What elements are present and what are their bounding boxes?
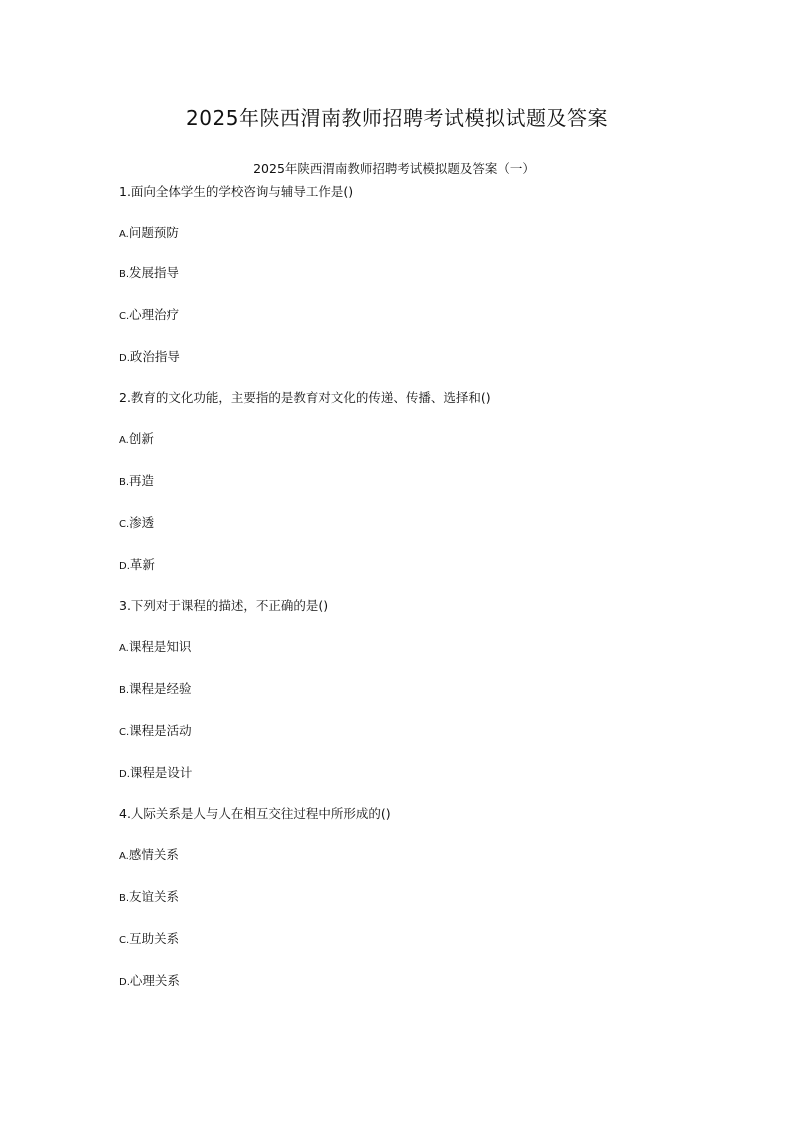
option-letter: C. [119,311,130,322]
document-title: 2025年陕西渭南教师招聘考试模拟试题及答案 [186,106,608,130]
option-text: 发展指导 [129,265,180,280]
option-letter: B. [119,269,130,280]
question-2-option-d [119,556,155,576]
option-text: 心理关系 [129,973,180,988]
document-subtitle: 2025年陕西渭南教师招聘考试模拟题及答案（一） [253,161,535,176]
option-text: 再造 [129,473,155,488]
question-3-option-a [119,638,191,658]
question-4-option-b [119,888,179,908]
option-letter: B. [119,477,130,488]
option-text: 友谊关系 [129,889,180,904]
option-letter: D. [119,561,130,572]
option-text: 创新 [128,431,154,446]
question-2-stem: 2.教育的文化功能，主要指的是教育对文化的传递、传播、选择和() [119,390,491,405]
question-4-option-a [119,846,179,866]
option-letter: B. [119,685,130,696]
option-text: 课程是设计 [129,765,193,780]
option-letter: B. [119,893,130,904]
question-4-option-d [119,972,180,992]
option-text: 互助关系 [129,931,180,946]
option-letter: C. [119,727,130,738]
option-letter: C. [119,935,130,946]
question-1-option-a [119,224,179,244]
question-3-option-c [119,722,192,742]
option-letter: A. [119,643,129,654]
question-3-stem: 3.下列对于课程的描述，不正确的是() [119,598,329,613]
option-text: 政治指导 [129,349,180,364]
option-text: 课程是知识 [128,639,192,654]
question-4-option-c [119,930,179,950]
question-1-option-d [119,348,180,368]
option-letter: D. [119,977,130,988]
option-letter: C. [119,519,130,530]
option-letter: A. [119,229,129,240]
option-text: 心理治疗 [129,307,180,322]
option-text: 渗透 [129,515,155,530]
question-1-option-b [119,264,179,284]
question-3-option-b [119,680,192,700]
option-letter: A. [119,435,129,446]
option-text: 感情关系 [128,847,179,862]
option-text: 课程是经验 [129,681,192,696]
option-letter: D. [119,353,130,364]
question-1-stem: 1.面向全体学生的学校咨询与辅导工作是() [119,184,354,199]
question-2-option-a [119,430,154,450]
option-letter: D. [119,769,130,780]
option-text: 课程是活动 [129,723,192,738]
option-text: 革新 [129,557,155,572]
option-text: 问题预防 [128,225,179,240]
question-4-stem: 4.人际关系是人与人在相互交往过程中所形成的() [119,806,391,821]
question-3-option-d [119,764,192,784]
option-letter: A. [119,851,129,862]
question-1-option-c [119,306,179,326]
question-2-option-b [119,472,154,492]
question-2-option-c [119,514,154,534]
